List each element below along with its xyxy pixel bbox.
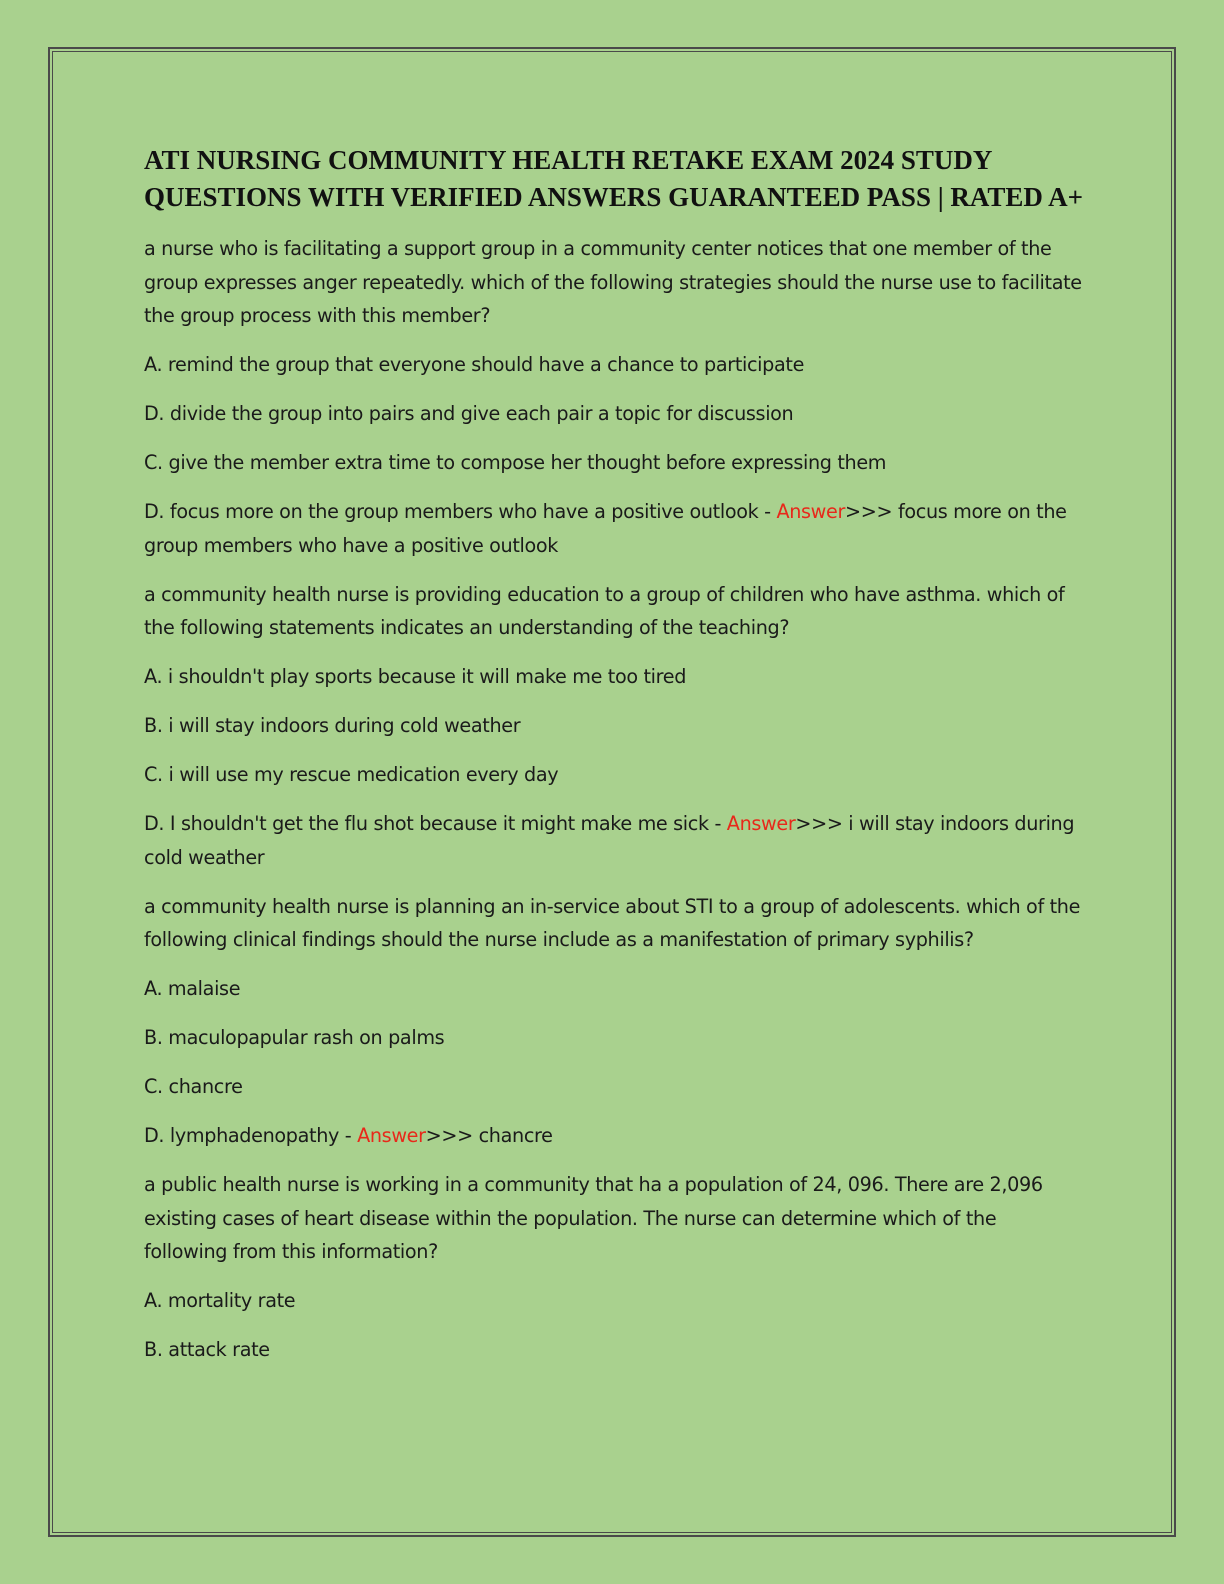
answer-text: >>> focus more on the group members who have a positive outlook (144, 500, 1067, 557)
answer-label: Answer (357, 1124, 426, 1147)
question-3-option-b: B. maculopapular rash on palms (144, 1026, 445, 1049)
option-text: D. focus more on the group members who have a positive outlook - (144, 500, 777, 523)
question-2-option-c: C. i will use my rescue medication every day (144, 763, 559, 786)
answer-label: Answer (776, 500, 846, 523)
question-1-option-c: C. give the member extra time to compose her thought before expressing them (144, 451, 887, 474)
question-3: a community health nurse is planning an in-service about STI to a group of adolescents. which of the following clinical findings should the nurse include as a manifestation of primary syphilis? (144, 894, 1081, 951)
answer-text: >>> chancre (425, 1124, 553, 1147)
question-4-option-a: A. mortality rate (144, 1289, 296, 1312)
question-2-option-a: A. i shouldn't play sports because it will make me too tired (144, 665, 687, 688)
answer-text: >>> i will stay indoors during cold weather (144, 812, 1075, 869)
question-1-option-d-divide: D. divide the group into pairs and give each pair a topic for discussion (144, 402, 794, 425)
question-3-option-d-answer (144, 1119, 1084, 1153)
question-4: a public health nurse is working in a community that ha a population of 24, 096. There are 2,096 existing cases of heart disease within the population. The nurse can determine which of the following from this information? (144, 1173, 1043, 1263)
question-4-option-b: B. attack rate (144, 1338, 270, 1361)
question-2-option-d-answer (144, 807, 1084, 874)
option-text: D. lymphadenopathy - (144, 1124, 358, 1147)
question-2: a community health nurse is providing education to a group of children who have asthma. which of the following statements indicates an understanding of the teaching? (144, 582, 1065, 639)
option-text: D. I shouldn't get the flu shot because it might make me sick - (144, 812, 727, 835)
document-body (144, 142, 1084, 1382)
question-3-option-c: C. chancre (144, 1075, 243, 1098)
question-1-option-d-answer (144, 495, 1084, 562)
question-3-option-a: A. malaise (144, 977, 241, 1000)
question-1-option-a: A. remind the group that everyone should have a chance to participate (144, 353, 805, 376)
document-title: ATI NURSING COMMUNITY HEALTH RETAKE EXAM 2024 STUDY QUESTIONS WITH VERIFIED ANSWERS GUARANTEED PASS | RATED A+ (144, 145, 1084, 212)
answer-label: Answer (726, 812, 796, 835)
question-1: a nurse who is facilitating a support group in a community center notices that one member of the group expresses anger repeatedly. which of the following strategies should the nurse use to facilitate the group process with this member? (144, 237, 1082, 327)
question-2-option-b: B. i will stay indoors during cold weather (144, 714, 521, 737)
